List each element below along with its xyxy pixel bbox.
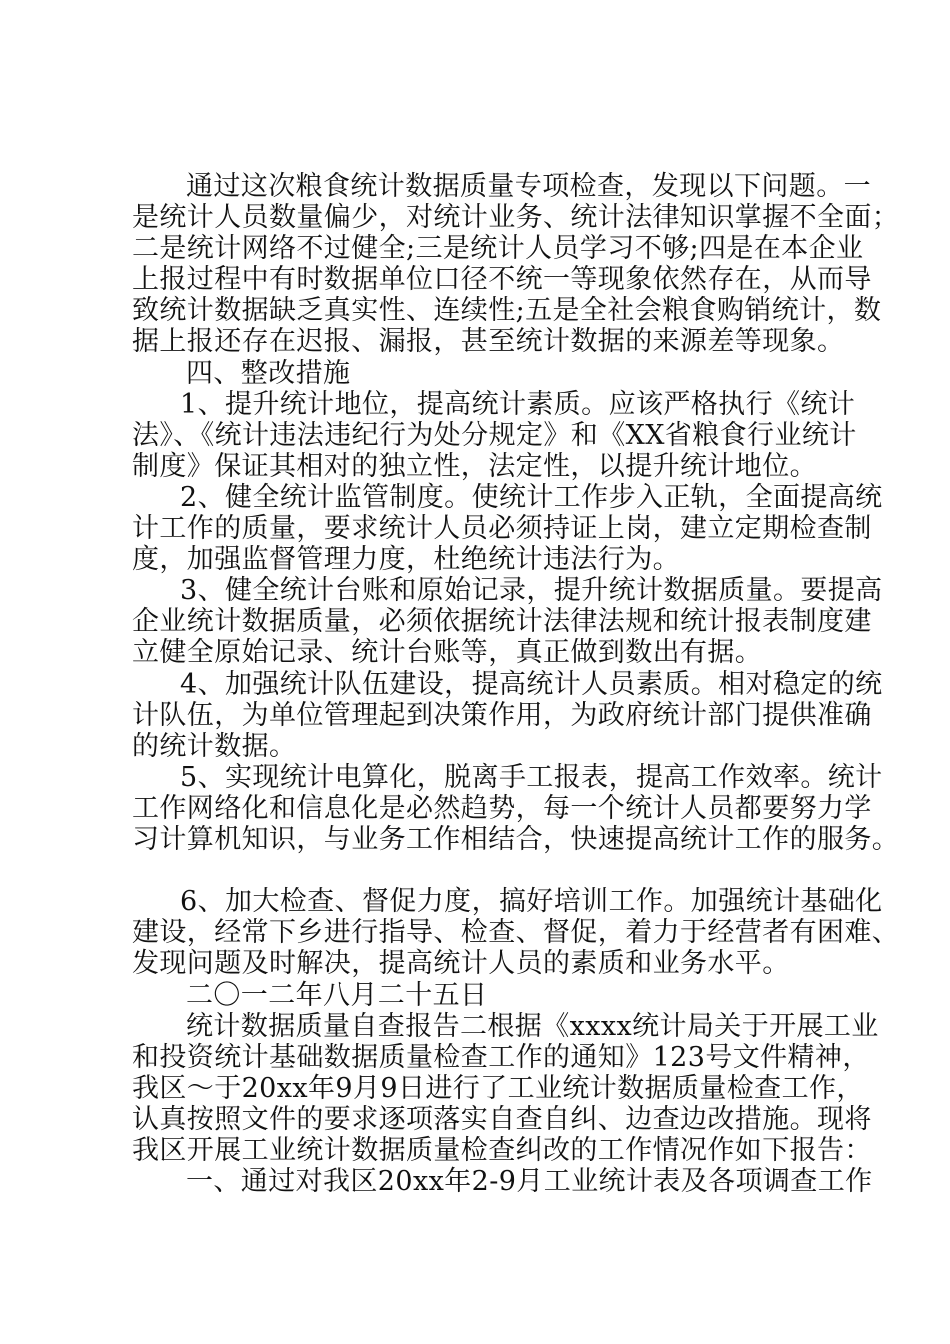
text-line: 上报过程中有时数据单位口径不统一等现象依然存在，从而导	[132, 264, 872, 295]
text-line: 计工作的质量，要求统计人员必须持证上岗，建立定期检查制	[132, 513, 872, 544]
text-line: 二是统计网络不过健全;三是统计人员学习不够;四是在本企业	[132, 233, 864, 264]
text-line: 1、提升统计地位，提高统计素质。应该严格执行《统计	[180, 389, 856, 420]
text-line: 2、健全统计监管制度。使统计工作步入正轨，全面提高统	[180, 482, 883, 513]
text-line: 认真按照文件的要求逐项落实自查自纠、边查边改措施。现将	[132, 1104, 872, 1135]
text-line: 3、健全统计台账和原始记录，提升统计数据质量。要提高	[180, 575, 883, 606]
text-line: 是统计人员数量偏少，对统计业务、统计法律知识掌握不全面；	[132, 202, 900, 233]
text-line: 我区开展工业统计数据质量检查纠改的工作情况作如下报告：	[132, 1135, 872, 1166]
text-line: 4、加强统计队伍建设，提高统计人员素质。相对稳定的统	[180, 669, 883, 700]
text-line: 通过这次粮食统计数据质量专项检查，发现以下问题。一	[186, 171, 871, 202]
section-heading: 四、整改措施	[186, 358, 351, 389]
text-line: 6、加大检查、督促力度，搞好培训工作。加强统计基础化	[180, 886, 883, 917]
text-line: 我区～于20xx年9月9日进行了工业统计数据质量检查工作，	[132, 1073, 864, 1104]
text-line: 的统计数据。	[132, 731, 297, 762]
text-line: 计队伍，为单位管理起到决策作用，为政府统计部门提供准确	[132, 700, 872, 731]
text-line: 度，加强监督管理力度，杜绝统计违法行为。	[132, 544, 680, 575]
text-line: 建设，经常下乡进行指导、检查、督促，着力于经营者有困难、	[132, 917, 900, 948]
text-line: 致统计数据缺乏真实性、连续性;五是全社会粮食购销统计，数	[132, 295, 882, 326]
text-line: 发现问题及时解决，提高统计人员的素质和业务水平。	[132, 948, 790, 979]
text-line: 和投资统计基础数据质量检查工作的通知》123号文件精神，	[132, 1042, 870, 1073]
text-line: 统计数据质量自查报告二根据《xxxx统计局关于开展工业	[186, 1011, 879, 1042]
text-line: 习计算机知识，与业务工作相结合，快速提高统计工作的服务。	[132, 824, 900, 855]
date-line: 二〇一二年八月二十五日	[186, 980, 488, 1011]
text-line: 制度》保证其相对的独立性，法定性，以提升统计地位。	[132, 451, 817, 482]
text-line: 立健全原始记录、统计台账等，真正做到数出有据。	[132, 637, 763, 668]
text-line: 企业统计数据质量，必须依据统计法律法规和统计报表制度建	[132, 606, 872, 637]
text-line: 法》、《统计违法违纪行为处分规定》和《XX省粮食行业统计	[132, 420, 857, 451]
text-line: 据上报还存在迟报、漏报，甚至统计数据的来源差等现象。	[132, 326, 845, 357]
text-line: 一、通过对我区20xx年2-9月工业统计表及各项调查工作	[186, 1166, 873, 1197]
text-line: 5、实现统计电算化，脱离手工报表，提高工作效率。统计	[180, 762, 883, 793]
text-line: 工作网络化和信息化是必然趋势，每一个统计人员都要努力学	[132, 793, 872, 824]
